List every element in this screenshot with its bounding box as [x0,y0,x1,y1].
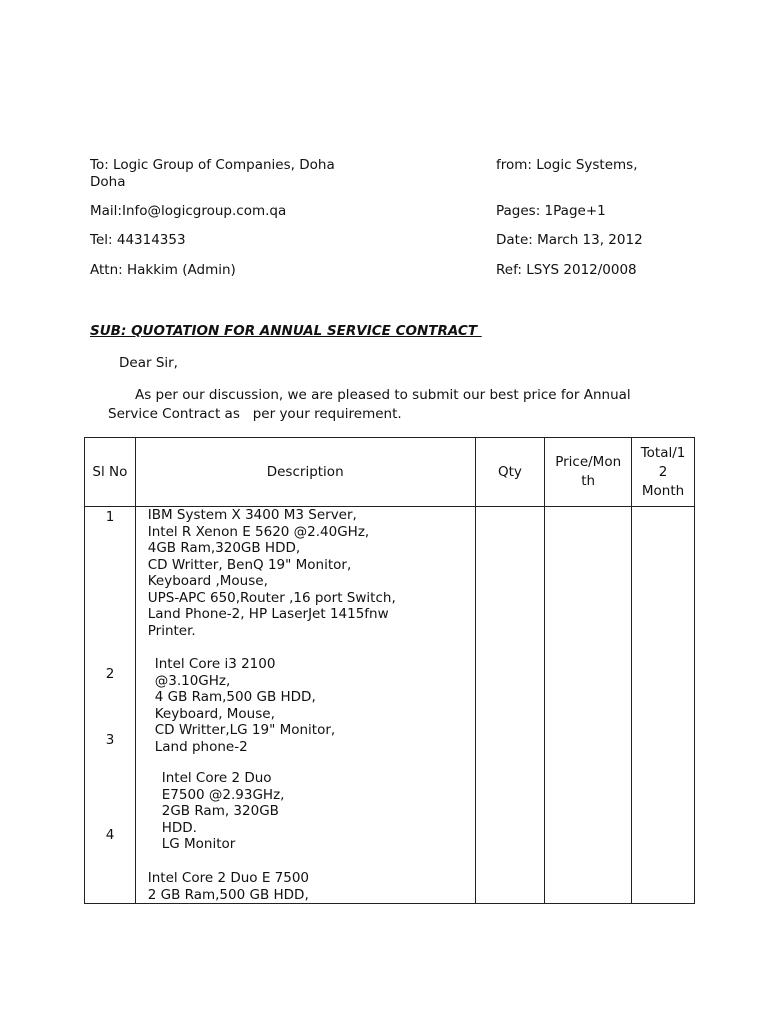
intro-line-1: As per our discussion, we are pleased to submit our best price for Annual [135,387,631,403]
tel-line: Tel: 44314353 [90,232,186,248]
serial-1: 1 [105,509,115,525]
item-line: Intel R Xenon E 5620 @2.40GHz, [147,523,370,540]
serial-2: 2 [105,666,115,682]
header-description: Description [135,438,475,507]
item-line: @3.10GHz, [154,672,231,689]
item-line: Intel Core i3 2100 [154,656,276,672]
header-total-line-2: 2 [658,463,668,480]
item-line: E7500 @2.93GHz, [161,786,285,803]
item-2-description [155,656,335,755]
item-line: Printer. [147,622,196,639]
item-line: CD Writter, BenQ 19" Monitor, [147,556,352,573]
ref-line: Ref: LSYS 2012/0008 [496,262,637,278]
price-column [545,507,632,904]
salutation: Dear Sir, [119,355,178,371]
item-line: IBM System X 3400 M3 Server, [147,507,357,523]
header-total-line-3: Month [641,482,685,499]
item-4-description [148,870,309,903]
item-3-description [162,770,285,853]
subject-line: SUB: QUOTATION FOR ANNUAL SERVICE CONTRACT [90,323,482,339]
date-line: Date: March 13, 2012 [496,232,643,248]
item-line: Keyboard ,Mouse, [147,573,268,589]
table-row [85,507,695,904]
item-line: Land Phone-2, HP LaserJet 1415fnw [147,606,389,622]
item-1-description [148,507,396,639]
header-price-line-1: Price/Mon [555,454,622,470]
header-price-line-2: th [581,473,596,489]
to-city: Doha [90,174,126,190]
item-line: 2 GB Ram,500 GB HDD, [147,886,309,903]
header-qty: Qty [475,438,545,507]
table-header-row [85,438,695,507]
description-column [135,507,475,904]
item-line: 4GB Ram,320GB HDD, [147,540,301,556]
header-total-line-1: Total/1 [640,444,686,461]
item-line: Keyboard, Mouse, [154,705,275,722]
item-line: Land phone-2 [154,738,248,755]
serial-column [85,507,136,904]
item-line: UPS-APC 650,Router ,16 port Switch, [147,589,396,606]
pages-line: Pages: 1Page+1 [496,203,606,219]
quotation-table [84,437,695,904]
serial-4: 4 [105,827,115,843]
attn-line: Attn: Hakkim (Admin) [90,262,236,278]
item-line: Intel Core 2 Duo E 7500 [147,870,310,886]
header-total-12-month [632,438,695,507]
item-line: LG Monitor [161,836,236,852]
item-line: 4 GB Ram,500 GB HDD, [154,689,316,705]
qty-column [475,507,545,904]
item-line: CD Writter,LG 19" Monitor, [154,722,336,738]
intro-line-2: Service Contract as per your requirement. [108,406,402,422]
item-line: Intel Core 2 Duo [161,770,272,786]
to-line: To: Logic Group of Companies, Doha [90,157,335,173]
intro-paragraph [108,386,668,424]
from-line: from: Logic Systems, [496,157,638,173]
header-sl-no: Sl No [85,438,136,507]
item-line: 2GB Ram, 320GB [161,803,279,819]
serial-3: 3 [105,732,115,748]
header-price-month [545,438,632,507]
item-line: HDD. [161,819,197,836]
total-column [632,507,695,904]
mail-line: Mail:Info@logicgroup.com.qa [90,203,287,219]
